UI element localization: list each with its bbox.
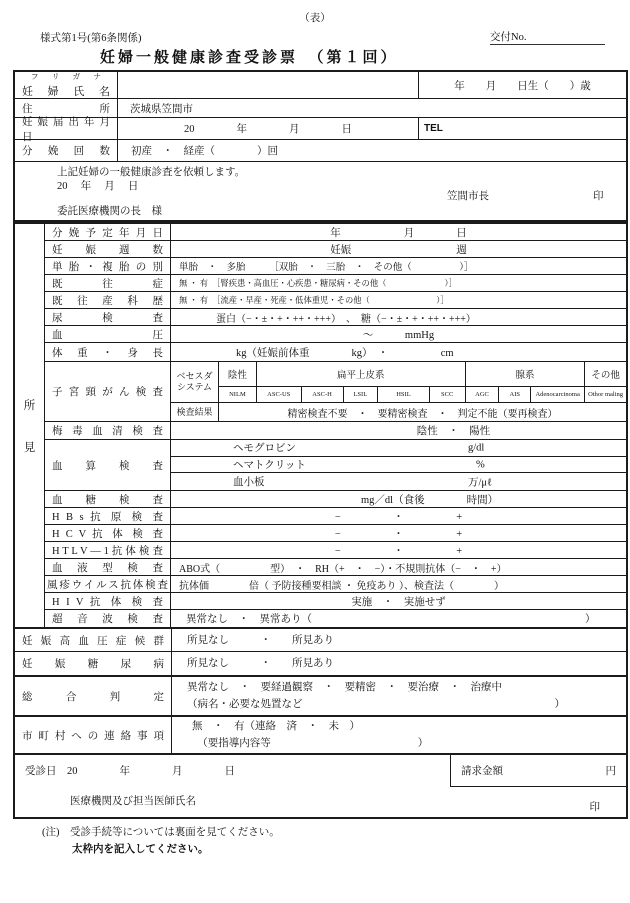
hypertension-row bbox=[15, 627, 626, 651]
syphilis-value: 陰性 ・ 陽性 bbox=[416, 426, 491, 437]
footer-note-2: 太枠内を記入してください。 bbox=[72, 844, 209, 855]
htlv-antibody-row bbox=[45, 542, 626, 559]
birthdate-cell: 年 月 日生（ ）歳 bbox=[418, 72, 626, 98]
bp-value: 〜 mmHg bbox=[362, 329, 435, 341]
hypertension-label: 妊 娠 高 血 圧 症 候 群 bbox=[22, 635, 164, 647]
mayor-name: 笠間市長 bbox=[447, 191, 489, 202]
claim-label: 請求金額 bbox=[461, 766, 503, 777]
contact-value bbox=[172, 717, 626, 753]
blood-pressure-row bbox=[45, 326, 626, 343]
findings-vertical-label bbox=[15, 224, 45, 627]
blood-count-label: 血 算 検 査 bbox=[52, 460, 163, 472]
claim-unit: 円 bbox=[605, 766, 616, 777]
bethesda-category-header bbox=[219, 362, 626, 387]
cervical-label: 子宮頸がん検査 bbox=[52, 387, 163, 398]
findings-section bbox=[15, 224, 626, 627]
bethesda-squamous: 扁平上皮系 bbox=[257, 362, 466, 386]
rubella-value: 抗体価 倍（ 予防接種要相談 ・ 免疫あり ）、検査法（ ） bbox=[179, 580, 504, 592]
due-date-row bbox=[45, 224, 626, 241]
hiv-value: 実施 ・ 実施せず bbox=[351, 596, 446, 608]
grant-number-field: 交付No. bbox=[490, 29, 605, 45]
parity-value: 初産 ・ 経産（ ）回 bbox=[131, 146, 278, 157]
bethesda-system-label: ベセスダ システム bbox=[171, 362, 219, 402]
bp-label: 血 圧 bbox=[52, 329, 163, 341]
hemoglobin-label: ヘモグロビン bbox=[233, 443, 296, 455]
applicant-table bbox=[13, 70, 628, 222]
fetus-value: 単胎 ・ 多胎 ［双胎 ・ 三胎 ・ その他（ ）］ bbox=[179, 263, 474, 273]
parity-label: 分 娩 回 数 bbox=[22, 146, 110, 157]
blood-type-row bbox=[45, 559, 626, 576]
name-label: 妊 婦 氏 名 bbox=[22, 86, 110, 98]
weeks-value: 妊娠 週 bbox=[330, 244, 467, 256]
hematocrit-unit: % bbox=[476, 459, 485, 470]
code-lsil: LSIL bbox=[344, 387, 379, 402]
page-side-label: （表） bbox=[299, 13, 331, 24]
platelet-label: 血小板 bbox=[233, 477, 265, 489]
obstetric-label: 既 往 産 科 歴 bbox=[52, 295, 163, 307]
hcv-label: H C V 抗 体 検 査 bbox=[52, 528, 163, 540]
due-date-value: 年 月 日 bbox=[330, 227, 467, 239]
obstetric-history-row bbox=[45, 292, 626, 309]
hiv-label: H I V 抗 体 検 査 bbox=[52, 596, 163, 608]
parity-label-cell bbox=[15, 140, 118, 161]
htlv-value: − ・ + bbox=[334, 545, 463, 557]
fetus-type-row bbox=[45, 258, 626, 275]
ultrasound-row bbox=[45, 610, 626, 627]
history-value: 無 ・ 有 ［腎疾患・高血圧・心疾患・糖尿病・その他（ ）］ bbox=[179, 279, 457, 288]
name-label-cell bbox=[15, 72, 118, 98]
rubella-row bbox=[45, 576, 626, 593]
weeks-label: 妊 娠 週 数 bbox=[52, 244, 163, 256]
code-scc: SCC bbox=[430, 387, 466, 402]
findings-table bbox=[13, 222, 628, 819]
gestational-diabetes-row bbox=[15, 651, 626, 675]
due-date-label: 分 娩 予 定 年 月 日 bbox=[52, 227, 163, 239]
urine-value: 蛋白（−・±・+・++・+++） 、 糖（−・±・+・++・+++） bbox=[216, 313, 476, 325]
blood-type-label: 血 液 型 検 査 bbox=[52, 562, 163, 574]
medical-history-row bbox=[45, 275, 626, 292]
notification-date-row bbox=[15, 116, 626, 143]
ultrasound-value: 異常なし ・ 異常あり（ ） bbox=[186, 614, 596, 625]
visit-block bbox=[15, 753, 626, 817]
overall-options: 異常なし ・ 要経過観察 ・ 要精密 ・ 要治療 ・ 治療中 bbox=[187, 682, 502, 693]
bethesda-other: その他 bbox=[591, 371, 620, 381]
hbs-antigen-row bbox=[45, 508, 626, 525]
findings-char-1: 所 bbox=[23, 399, 36, 412]
contact-detail: （要指導内容等 ） bbox=[192, 738, 429, 749]
cervical-cancer-row bbox=[45, 362, 626, 422]
notification-date-value: 20 年 月 日 bbox=[184, 124, 352, 135]
municipality-contact-row bbox=[15, 715, 626, 753]
address-label: 住 所 bbox=[22, 103, 110, 115]
request-block bbox=[15, 162, 626, 220]
hbs-value: − ・ + bbox=[334, 511, 463, 523]
blood-sugar-label: 血 糖 検 査 bbox=[52, 494, 163, 506]
footer-note-1: (注) 受診手続等については裏面を見てください。 bbox=[42, 827, 280, 838]
blood-sugar-value: mg／dl（食後 時間） bbox=[361, 494, 499, 506]
gestation-weeks-row bbox=[45, 241, 626, 258]
blood-count-row bbox=[45, 440, 626, 491]
cervical-result-value: 精密検査不要 ・ 要精密検査 ・ 判定不能（要再検査） bbox=[287, 408, 558, 420]
furigana-label: フ リ ガ ナ bbox=[31, 72, 101, 81]
platelet-row bbox=[171, 473, 626, 490]
code-adenocarcinoma: Adenocarcinoma bbox=[531, 387, 585, 402]
notification-label-cell bbox=[15, 116, 118, 143]
hcv-value: − ・ + bbox=[334, 528, 463, 540]
name-row bbox=[15, 72, 626, 99]
blood-type-value: ABO式（ 型） ・ RH（+ ・ −）・不規則抗体（− ・ +） bbox=[179, 563, 507, 575]
fetus-label: 単 胎 ・ 複 胎 の 別 bbox=[52, 261, 163, 273]
hematocrit-label: ヘマトクリット bbox=[233, 460, 306, 471]
code-other-malig: Othor maling bbox=[588, 391, 623, 399]
tel-cell: TEL bbox=[418, 118, 626, 139]
contact-options: 無 ・ 有（連絡 済 ・ 未 ） bbox=[192, 721, 360, 732]
page-title: 妊婦一般健康診査受診票 （第１回） bbox=[100, 50, 399, 66]
parity-row bbox=[15, 140, 626, 162]
rubella-label: 風疹ウイルス抗体検査 bbox=[47, 579, 168, 591]
request-date: 20 年 月 日 bbox=[57, 181, 139, 192]
hbs-label: H B s 抗 原 検 査 bbox=[52, 511, 163, 523]
gdm-label: 妊 娠 糖 尿 病 bbox=[22, 659, 164, 670]
bethesda-code-row bbox=[219, 387, 626, 402]
urine-test-row bbox=[45, 309, 626, 326]
ultrasound-label: 超 音 波 検 査 bbox=[52, 614, 163, 625]
urine-label: 尿 検 査 bbox=[52, 312, 163, 324]
blood-sugar-row bbox=[45, 491, 626, 508]
gdm-value: 所見なし ・ 所見あり bbox=[187, 658, 334, 669]
doctor-seal: 印 bbox=[589, 802, 600, 813]
code-asc-us: ASC-US bbox=[257, 387, 302, 402]
addressee: 委託医療機関の長 様 bbox=[57, 206, 162, 217]
name-input-area bbox=[118, 72, 418, 98]
code-asc-h: ASC-H bbox=[302, 387, 344, 402]
overall-judgement-row bbox=[15, 675, 626, 715]
findings-char-2: 見 bbox=[23, 441, 36, 454]
overall-detail: （病名・必要な処置など ） bbox=[187, 699, 565, 710]
notification-label: 妊 娠 届 出 年 月 日 bbox=[22, 116, 110, 143]
syphilis-label: 梅 毒 血 清 検 査 bbox=[52, 426, 163, 437]
address-value: 茨城県笠間市 bbox=[130, 103, 193, 115]
request-sentence: 上記妊婦の一般健康診査を依頼します。 bbox=[57, 167, 246, 178]
hemoglobin-row bbox=[171, 440, 626, 457]
bethesda-glandular: 腺系 bbox=[466, 362, 586, 386]
code-nilm: NILM bbox=[219, 387, 257, 402]
hiv-antibody-row bbox=[45, 593, 626, 610]
code-ais: AIS bbox=[499, 387, 531, 402]
htlv-label: H T L V ― 1 抗 体 検 査 bbox=[52, 545, 163, 557]
hemoglobin-unit: g/dl bbox=[468, 442, 485, 454]
visit-date: 受診日 20 年 月 日 bbox=[25, 766, 235, 777]
bethesda-negative: 陰性 bbox=[219, 362, 257, 386]
mayor-seal: 印 bbox=[593, 191, 604, 202]
result-label: 検査結果 bbox=[171, 403, 219, 421]
hcv-antibody-row bbox=[45, 525, 626, 542]
claim-amount-box bbox=[450, 755, 626, 787]
overall-value bbox=[172, 677, 626, 715]
hematocrit-row bbox=[171, 457, 626, 474]
weight-label: 体 重 ・ 身 長 bbox=[52, 347, 163, 359]
history-label: 既 往 症 bbox=[52, 278, 163, 290]
platelet-unit: 万/μℓ bbox=[468, 477, 493, 489]
weight-height-row bbox=[45, 343, 626, 362]
syphilis-row bbox=[45, 422, 626, 440]
overall-label: 総 合 判 定 bbox=[22, 691, 164, 703]
weight-value: kg（妊娠前体重 kg） ・ cm bbox=[236, 347, 454, 359]
code-hsil: HSIL bbox=[378, 387, 430, 402]
contact-label: 市 町 村 へ の 連 絡 事 項 bbox=[22, 730, 164, 742]
obstetric-value: 無 ・ 有 ［流産・早産・死産・低体重児・その他（ ）］ bbox=[179, 296, 449, 305]
doctor-name-label: 医療機関及び担当医師氏名 bbox=[70, 796, 196, 807]
form-number: 様式第1号(第6条関係) bbox=[40, 33, 142, 44]
hypertension-value: 所見なし ・ 所見あり bbox=[187, 634, 334, 646]
code-agc: AGC bbox=[466, 387, 500, 402]
